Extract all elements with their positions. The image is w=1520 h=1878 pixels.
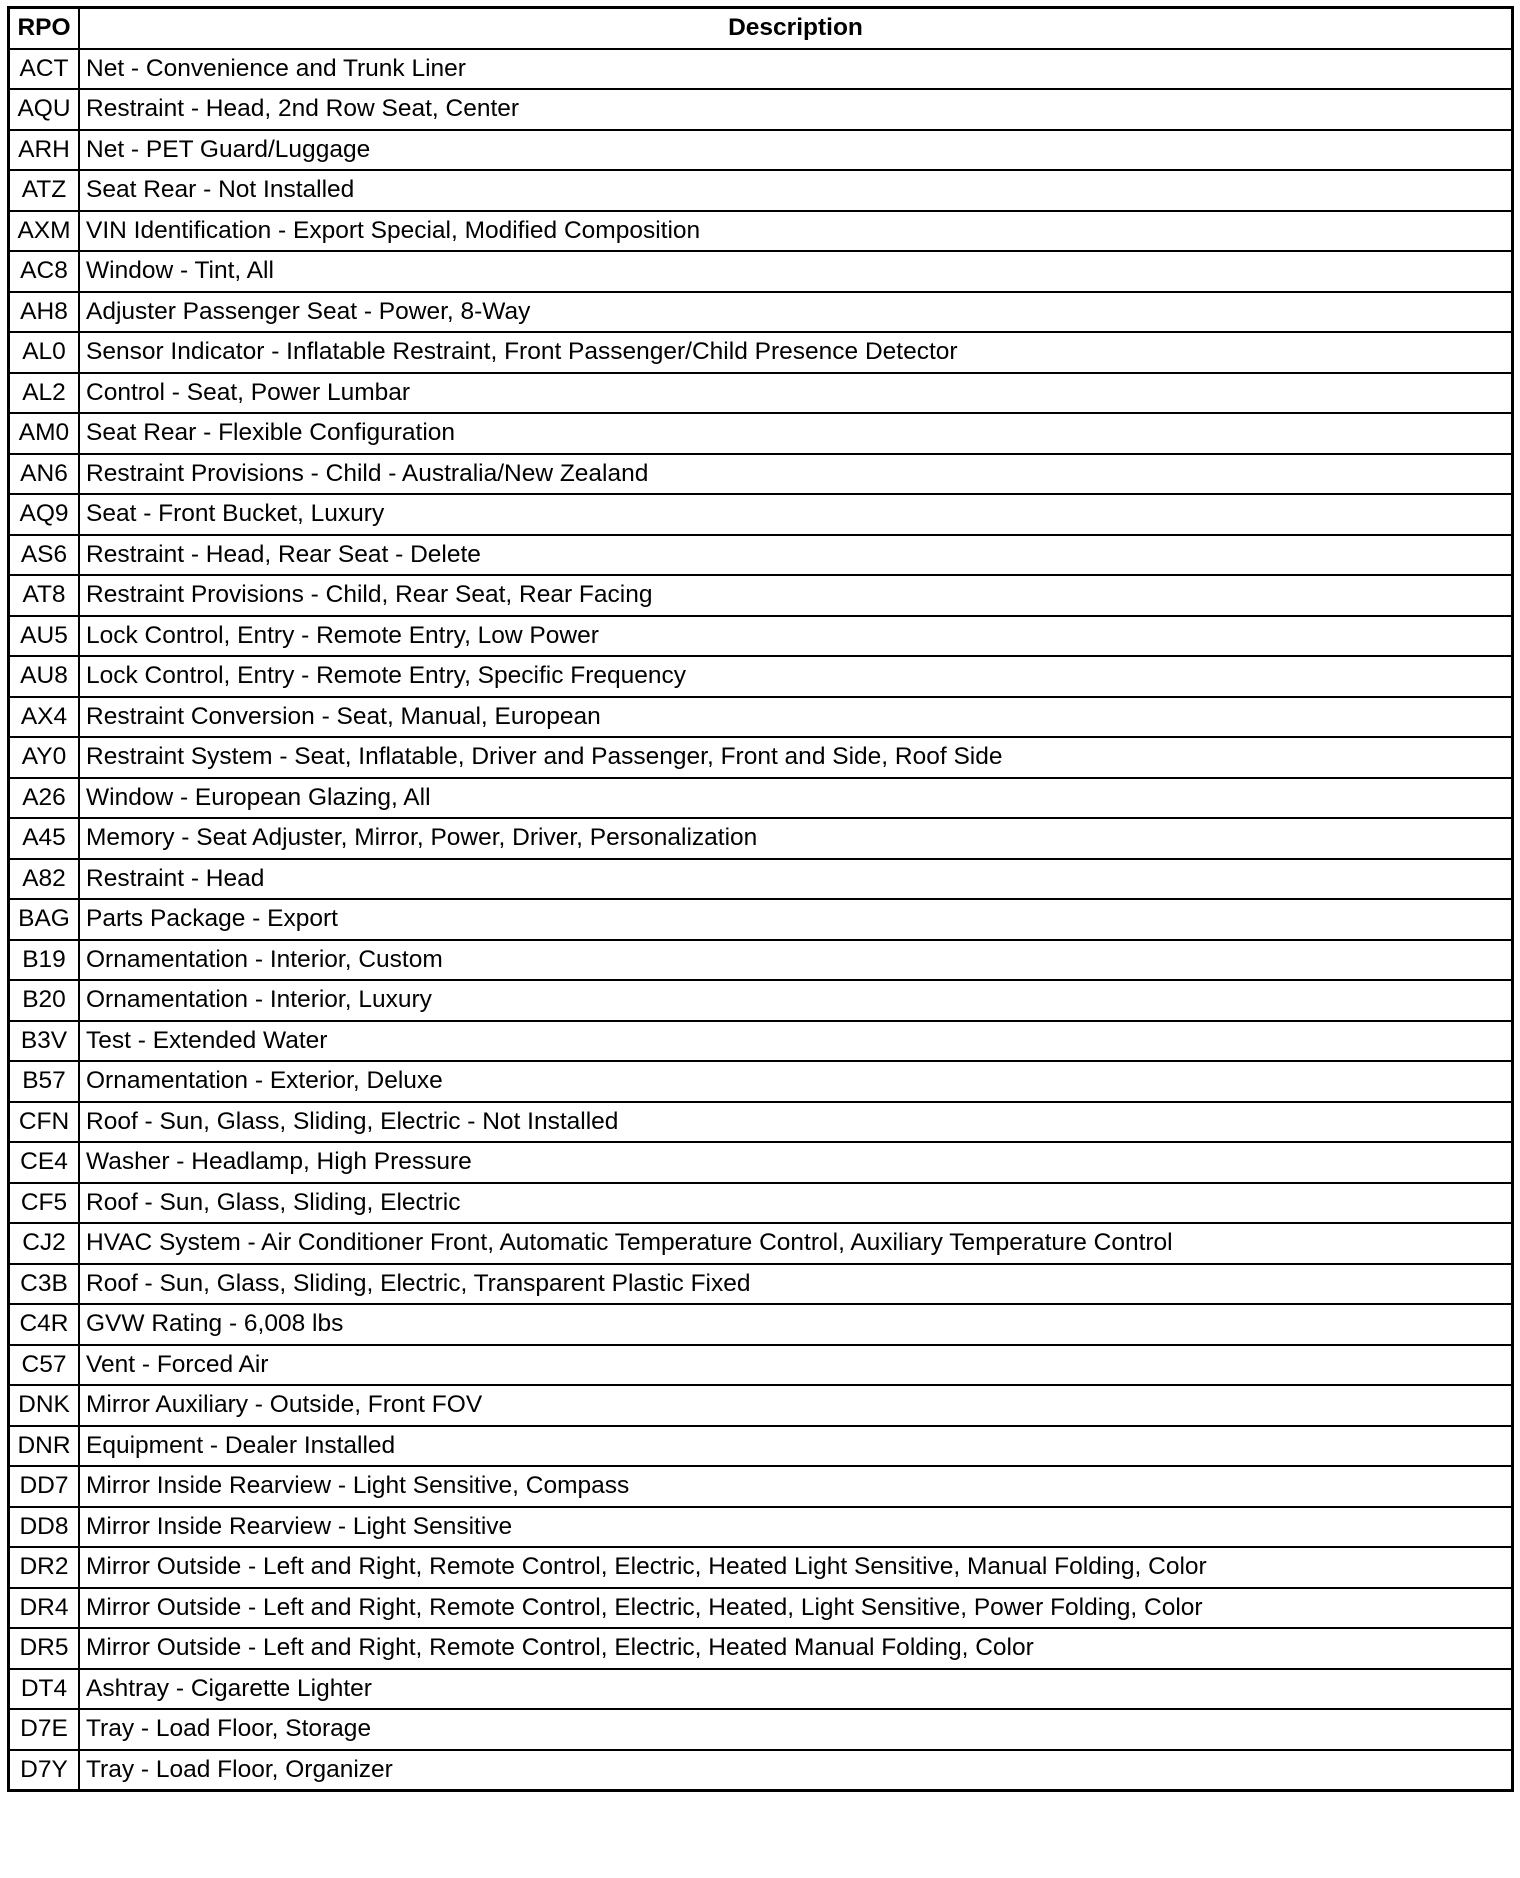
table-header bbox=[9, 8, 1513, 49]
rpo-column-header: RPO bbox=[9, 8, 80, 49]
table-row bbox=[9, 211, 1513, 252]
rpo-code-cell: C57 bbox=[9, 1345, 80, 1386]
table-row bbox=[9, 575, 1513, 616]
description-cell: Seat Rear - Flexible Configuration bbox=[79, 413, 1513, 454]
rpo-code-cell: AH8 bbox=[9, 292, 80, 333]
table-row bbox=[9, 1628, 1513, 1669]
description-cell: Mirror Auxiliary - Outside, Front FOV bbox=[79, 1385, 1513, 1426]
description-cell: Adjuster Passenger Seat - Power, 8-Way bbox=[79, 292, 1513, 333]
table-row bbox=[9, 1426, 1513, 1467]
description-cell: Seat Rear - Not Installed bbox=[79, 170, 1513, 211]
description-cell: GVW Rating - 6,008 lbs bbox=[79, 1304, 1513, 1345]
description-cell: Control - Seat, Power Lumbar bbox=[79, 373, 1513, 414]
description-cell: Ornamentation - Exterior, Deluxe bbox=[79, 1061, 1513, 1102]
table-row bbox=[9, 1304, 1513, 1345]
table-row bbox=[9, 49, 1513, 90]
table-row bbox=[9, 292, 1513, 333]
description-cell: Window - Tint, All bbox=[79, 251, 1513, 292]
table-row bbox=[9, 373, 1513, 414]
rpo-code-cell: BAG bbox=[9, 899, 80, 940]
description-cell: Net - PET Guard/Luggage bbox=[79, 130, 1513, 171]
description-cell: Restraint - Head bbox=[79, 859, 1513, 900]
description-cell: Restraint Provisions - Child, Rear Seat, Rear Facing bbox=[79, 575, 1513, 616]
description-cell: Window - European Glazing, All bbox=[79, 778, 1513, 819]
rpo-code-cell: AU5 bbox=[9, 616, 80, 657]
rpo-code-cell: B19 bbox=[9, 940, 80, 981]
rpo-code-cell: C3B bbox=[9, 1264, 80, 1305]
table-row bbox=[9, 818, 1513, 859]
rpo-code-cell: AX4 bbox=[9, 697, 80, 738]
description-cell: Restraint System - Seat, Inflatable, Driver and Passenger, Front and Side, Roof Side bbox=[79, 737, 1513, 778]
table-row bbox=[9, 413, 1513, 454]
table-row bbox=[9, 170, 1513, 211]
rpo-table bbox=[7, 6, 1514, 1792]
rpo-code-cell: A26 bbox=[9, 778, 80, 819]
table-row bbox=[9, 494, 1513, 535]
rpo-code-cell: ARH bbox=[9, 130, 80, 171]
description-cell: Test - Extended Water bbox=[79, 1021, 1513, 1062]
table-row bbox=[9, 1102, 1513, 1143]
description-cell: Restraint - Head, Rear Seat - Delete bbox=[79, 535, 1513, 576]
table-row bbox=[9, 1223, 1513, 1264]
rpo-code-cell: DNR bbox=[9, 1426, 80, 1467]
description-cell: Parts Package - Export bbox=[79, 899, 1513, 940]
table-row bbox=[9, 1466, 1513, 1507]
description-cell: HVAC System - Air Conditioner Front, Automatic Temperature Control, Auxiliary Temperature Control bbox=[79, 1223, 1513, 1264]
table-row bbox=[9, 697, 1513, 738]
rpo-code-cell: DD8 bbox=[9, 1507, 80, 1548]
table-row bbox=[9, 1142, 1513, 1183]
description-cell: Equipment - Dealer Installed bbox=[79, 1426, 1513, 1467]
rpo-code-cell: AXM bbox=[9, 211, 80, 252]
description-cell: Memory - Seat Adjuster, Mirror, Power, Driver, Personalization bbox=[79, 818, 1513, 859]
rpo-code-cell: AU8 bbox=[9, 656, 80, 697]
description-cell: Washer - Headlamp, High Pressure bbox=[79, 1142, 1513, 1183]
rpo-code-cell: AL2 bbox=[9, 373, 80, 414]
rpo-code-cell: CF5 bbox=[9, 1183, 80, 1224]
rpo-code-cell: CFN bbox=[9, 1102, 80, 1143]
table-row bbox=[9, 1183, 1513, 1224]
table-row bbox=[9, 1021, 1513, 1062]
table-row bbox=[9, 1061, 1513, 1102]
header-row bbox=[9, 8, 1513, 49]
table-row bbox=[9, 1507, 1513, 1548]
rpo-code-cell: AS6 bbox=[9, 535, 80, 576]
rpo-code-cell: D7E bbox=[9, 1709, 80, 1750]
description-cell: Vent - Forced Air bbox=[79, 1345, 1513, 1386]
description-cell: Mirror Inside Rearview - Light Sensitive bbox=[79, 1507, 1513, 1548]
rpo-code-cell: DR2 bbox=[9, 1547, 80, 1588]
description-cell: Roof - Sun, Glass, Sliding, Electric - Not Installed bbox=[79, 1102, 1513, 1143]
rpo-code-cell: DD7 bbox=[9, 1466, 80, 1507]
table-row bbox=[9, 454, 1513, 495]
description-cell: Net - Convenience and Trunk Liner bbox=[79, 49, 1513, 90]
table-row bbox=[9, 1750, 1513, 1791]
table-row bbox=[9, 616, 1513, 657]
rpo-code-cell: B57 bbox=[9, 1061, 80, 1102]
rpo-code-cell: CJ2 bbox=[9, 1223, 80, 1264]
table-body bbox=[9, 49, 1513, 1791]
table-row bbox=[9, 656, 1513, 697]
table-row bbox=[9, 332, 1513, 373]
rpo-code-cell: DR5 bbox=[9, 1628, 80, 1669]
description-cell: Mirror Outside - Left and Right, Remote Control, Electric, Heated Light Sensitive, Manual Folding, Color bbox=[79, 1547, 1513, 1588]
rpo-code-cell: D7Y bbox=[9, 1750, 80, 1791]
table-row bbox=[9, 980, 1513, 1021]
description-cell: Ornamentation - Interior, Luxury bbox=[79, 980, 1513, 1021]
description-cell: Restraint Conversion - Seat, Manual, European bbox=[79, 697, 1513, 738]
table-row bbox=[9, 1345, 1513, 1386]
table-row bbox=[9, 1669, 1513, 1710]
description-cell: VIN Identification - Export Special, Modified Composition bbox=[79, 211, 1513, 252]
rpo-code-cell: AN6 bbox=[9, 454, 80, 495]
rpo-code-cell: DT4 bbox=[9, 1669, 80, 1710]
table-row bbox=[9, 778, 1513, 819]
table-row bbox=[9, 859, 1513, 900]
table-row bbox=[9, 1709, 1513, 1750]
rpo-code-cell: AQU bbox=[9, 89, 80, 130]
table-row bbox=[9, 535, 1513, 576]
description-cell: Mirror Inside Rearview - Light Sensitive, Compass bbox=[79, 1466, 1513, 1507]
description-cell: Sensor Indicator - Inflatable Restraint, Front Passenger/Child Presence Detector bbox=[79, 332, 1513, 373]
description-cell: Tray - Load Floor, Organizer bbox=[79, 1750, 1513, 1791]
description-cell: Tray - Load Floor, Storage bbox=[79, 1709, 1513, 1750]
rpo-code-cell: B20 bbox=[9, 980, 80, 1021]
rpo-code-cell: A45 bbox=[9, 818, 80, 859]
rpo-code-cell: CE4 bbox=[9, 1142, 80, 1183]
rpo-code-cell: C4R bbox=[9, 1304, 80, 1345]
description-cell: Restraint - Head, 2nd Row Seat, Center bbox=[79, 89, 1513, 130]
rpo-code-cell: AT8 bbox=[9, 575, 80, 616]
table-row bbox=[9, 1264, 1513, 1305]
description-column-header: Description bbox=[79, 8, 1513, 49]
rpo-code-cell: DNK bbox=[9, 1385, 80, 1426]
description-cell: Restraint Provisions - Child - Australia/New Zealand bbox=[79, 454, 1513, 495]
rpo-code-cell: AQ9 bbox=[9, 494, 80, 535]
table-row bbox=[9, 940, 1513, 981]
description-cell: Seat - Front Bucket, Luxury bbox=[79, 494, 1513, 535]
description-cell: Mirror Outside - Left and Right, Remote Control, Electric, Heated, Light Sensitive, Power Folding, Color bbox=[79, 1588, 1513, 1629]
rpo-code-cell: ATZ bbox=[9, 170, 80, 211]
description-cell: Ashtray - Cigarette Lighter bbox=[79, 1669, 1513, 1710]
description-cell: Roof - Sun, Glass, Sliding, Electric bbox=[79, 1183, 1513, 1224]
rpo-code-cell: AL0 bbox=[9, 332, 80, 373]
description-cell: Mirror Outside - Left and Right, Remote Control, Electric, Heated Manual Folding, Color bbox=[79, 1628, 1513, 1669]
rpo-code-cell: DR4 bbox=[9, 1588, 80, 1629]
description-cell: Ornamentation - Interior, Custom bbox=[79, 940, 1513, 981]
rpo-code-cell: ACT bbox=[9, 49, 80, 90]
table-row bbox=[9, 899, 1513, 940]
table-row bbox=[9, 1547, 1513, 1588]
table-row bbox=[9, 130, 1513, 171]
rpo-code-cell: AY0 bbox=[9, 737, 80, 778]
table-row bbox=[9, 737, 1513, 778]
table-row bbox=[9, 1588, 1513, 1629]
rpo-code-cell: B3V bbox=[9, 1021, 80, 1062]
table-row bbox=[9, 251, 1513, 292]
rpo-code-cell: AC8 bbox=[9, 251, 80, 292]
table-row bbox=[9, 89, 1513, 130]
description-cell: Lock Control, Entry - Remote Entry, Specific Frequency bbox=[79, 656, 1513, 697]
rpo-code-cell: A82 bbox=[9, 859, 80, 900]
table-row bbox=[9, 1385, 1513, 1426]
description-cell: Roof - Sun, Glass, Sliding, Electric, Transparent Plastic Fixed bbox=[79, 1264, 1513, 1305]
description-cell: Lock Control, Entry - Remote Entry, Low Power bbox=[79, 616, 1513, 657]
rpo-code-cell: AM0 bbox=[9, 413, 80, 454]
